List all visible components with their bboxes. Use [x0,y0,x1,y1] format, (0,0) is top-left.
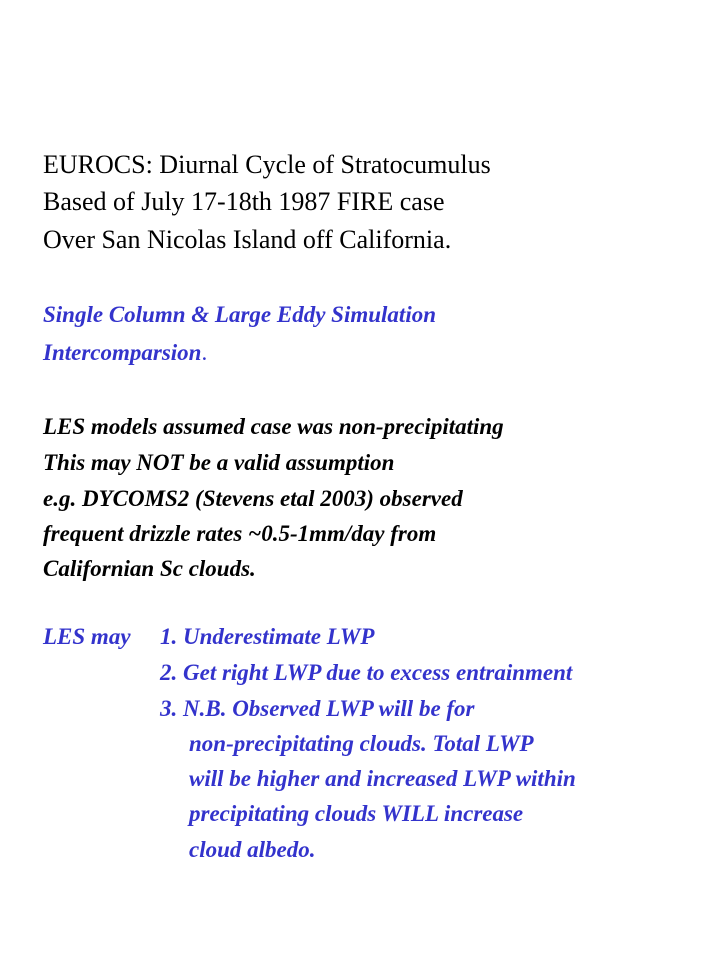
les-assumption-line-2: This may NOT be a valid assumption [43,450,395,475]
les-may-item-1: 1. Underestimate LWP [160,624,375,649]
intercomparison-line-1: Single Column & Large Eddy Simulation [43,302,436,327]
les-may-continuation-1: non-precipitating clouds. Total LWP [189,731,534,756]
les-may-item-3: 3. N.B. Observed LWP will be for [160,696,475,721]
les-may-lead: LES may [43,624,131,649]
les-assumption-line-1: LES models assumed case was non-precipitating [43,414,504,439]
intercomparison-period: . [201,340,208,365]
les-may-continuation-2: will be higher and increased LWP within [189,766,576,791]
title-line-2: Based of July 17-18th 1987 FIRE case [43,187,445,216]
les-assumption-line-5: Californian Sc clouds. [43,556,256,581]
les-may-continuation-3: precipitating clouds WILL increase [189,801,524,826]
les-may-continuation-4: cloud albedo. [189,837,316,862]
les-may-item-2: 2. Get right LWP due to excess entrainment [160,660,573,685]
les-assumption-line-3: e.g. DYCOMS2 (Stevens etal 2003) observed [43,486,463,511]
intercomparison-word: Intercomparsion [43,340,202,365]
les-assumption-line-4: frequent drizzle rates ~0.5-1mm/day from [43,521,437,546]
title-line-3: Over San Nicolas Island off California. [43,225,452,254]
title-line-1: EUROCS: Diurnal Cycle of Stratocumulus [43,150,491,179]
intercomparison-line-2 [43,341,207,364]
